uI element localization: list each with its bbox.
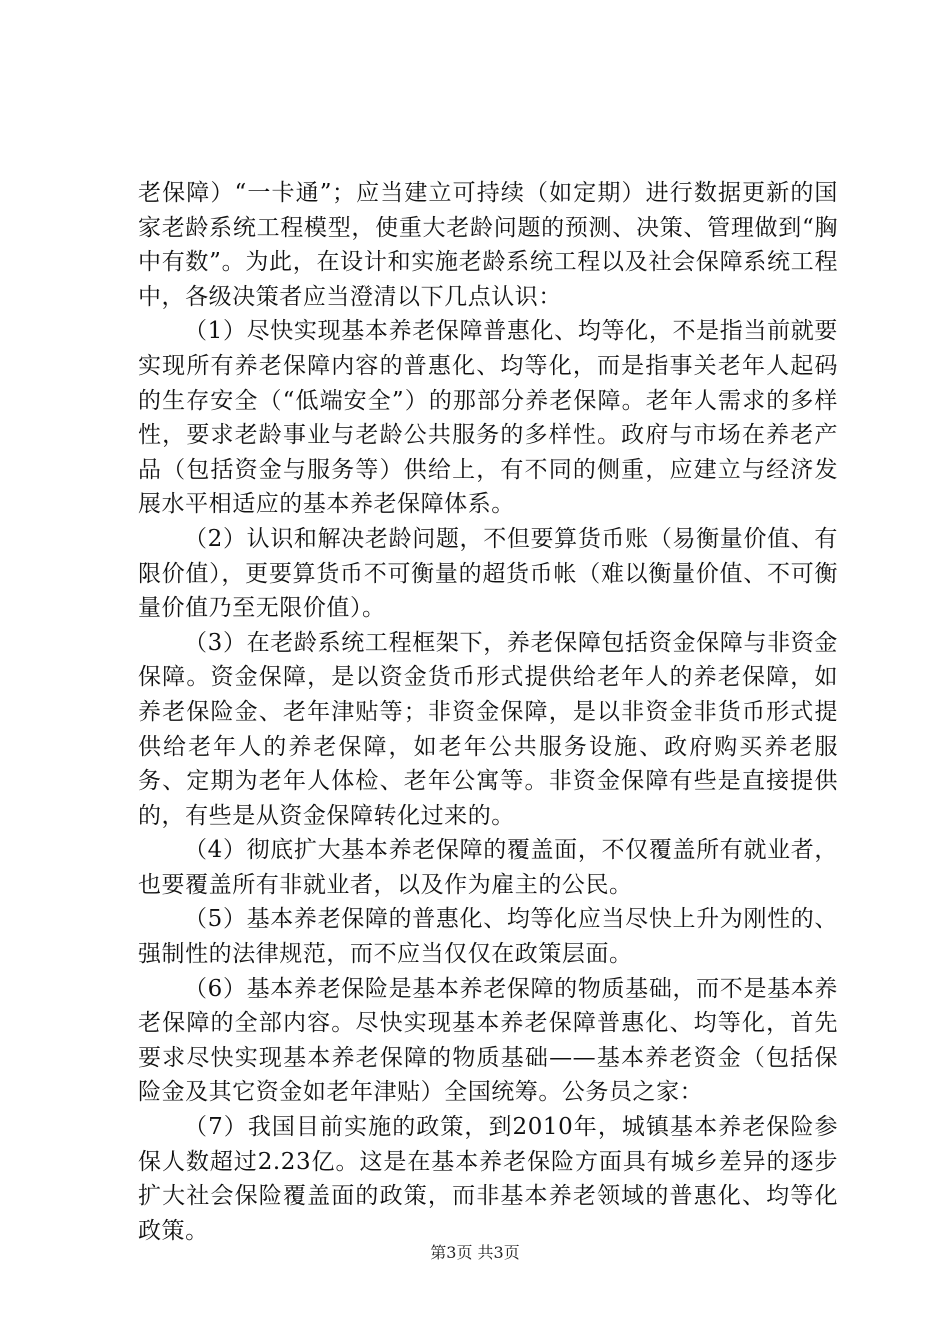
paragraph-6: （6）基本养老保险是基本养老保障的物质基础，而不是基本养老保障的全部内容。尽快实现基本养老保障普惠化、均等化，首先要求尽快实现基本养老保障的物质基础——基本养老资金（包括保险金及其它资金如老年津贴）全国统筹。公务员之家： [138,975,838,1106]
paragraph-0: 老保障）“一卡通”；应当建立可持续（如定期）进行数据更新的国家老龄系统工程模型，使重大老龄问题的预测、决策、管理做到“胸中有数”。为此，在设计和实施老龄系统工程以及社会保障系统工程中，各级决策者应当澄清以下几点认识： [138,180,838,310]
paragraph-7: （7）我国目前实施的政策，到2010年，城镇基本养老保险参保人数超过2.23亿。这是在基本养老保险方面具有城乡差异的逐步扩大社会保险覆盖面的政策，而非基本养老领域的普惠化、均等化政策。 [138,1114,838,1244]
page-footer: 第3页 共3页 [430,1243,520,1262]
paragraph-2: （2）认识和解决老龄问题，不但要算货币账（易衡量价值、有限价值），更要算货币不可衡量的超货币帐（难以衡量价值、不可衡量价值乃至无限价值）。 [138,525,838,622]
paragraph-5: （5）基本养老保障的普惠化、均等化应当尽快上升为刚性的、强制性的法律规范，而不应当仅仅在政策层面。 [138,906,838,968]
paragraph-4: （4）彻底扩大基本养老保障的覆盖面，不仅覆盖所有就业者，也要覆盖所有非就业者，以及作为雇主的公民。 [138,837,838,898]
paragraph-1: （1）尽快实现基本养老保障普惠化、均等化，不是指当前就要实现所有养老保障内容的普惠化、均等化，而是指事关老年人起码的生存安全（“低端安全”）的那部分养老保障。老年人需求的多样性，要求老龄事业与老龄公共服务的多样性。政府与市场在养老产品（包括资金与服务等）供给上，有不同的侧重，应建立与经济发展水平相适应的基本养老保障体系。 [138,318,838,518]
paragraph-3: （3）在老龄系统工程框架下，养老保障包括资金保障与非资金保障。资金保障，是以资金货币形式提供给老年人的养老保障，如养老保险金、老年津贴等；非资金保障，是以非资金非货币形式提供给老年人的养老保障，如老年公共服务设施、政府购买养老服务、定期为老年人体检、老年公寓等。非资金保障有些是直接提供的，有些是从资金保障转化过来的。 [138,629,838,829]
document-body [138,176,838,1248]
